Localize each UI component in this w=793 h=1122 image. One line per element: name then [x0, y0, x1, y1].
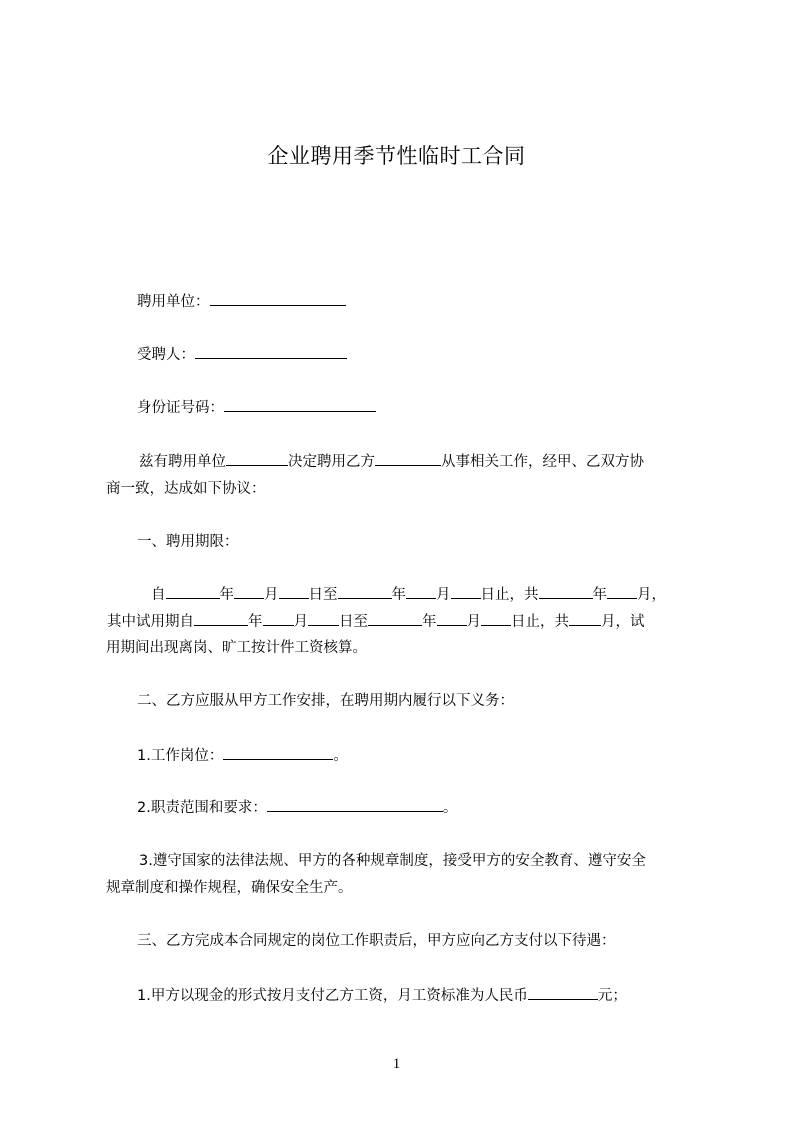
end-year-blank[interactable] — [338, 584, 392, 599]
job-position-label: 1.工作岗位： — [137, 748, 224, 764]
end-day-blank[interactable] — [451, 584, 481, 599]
intro-line-1 — [139, 451, 739, 472]
employer-blank[interactable] — [210, 291, 346, 306]
trial-start-year-blank[interactable] — [194, 611, 248, 626]
salary-text: 1.甲方以现金的形式按月支付乙方工资，月工资标准为人民币 — [137, 988, 528, 1004]
term-text: 年 — [219, 587, 234, 603]
intro-text-1: 兹有聘用单位 — [139, 454, 226, 470]
term-text: 日至 — [308, 587, 338, 603]
total-months-blank[interactable] — [607, 584, 637, 599]
end-month-blank[interactable] — [406, 584, 436, 599]
term-text: 月， — [637, 587, 666, 603]
start-year-blank[interactable] — [166, 584, 220, 599]
term-text: 其中试用期自 — [107, 614, 194, 630]
section-2-heading: 二、乙方应服从甲方工作安排，在聘用期内履行以下义务： — [137, 693, 514, 709]
id-number-field — [137, 397, 737, 418]
salary-unit: 元； — [597, 988, 627, 1004]
id-number-label: 身份证号码： — [137, 400, 224, 416]
employee-label: 受聘人： — [137, 347, 195, 363]
document-title: 企业聘用季节性临时工合同 — [267, 144, 526, 168]
start-month-blank[interactable] — [234, 584, 264, 599]
term-line-3: 用期间出现离岗、旷工按计件工资核算。 — [106, 640, 367, 656]
trial-end-month-blank[interactable] — [437, 611, 467, 626]
section-1-heading: 一、聘用期限： — [137, 534, 239, 550]
section-3-heading: 三、乙方完成本合同规定的岗位工作职责后，甲方应向乙方支付以下待遇： — [137, 933, 616, 949]
trial-months-blank[interactable] — [569, 611, 601, 626]
term-text: 月 — [264, 587, 279, 603]
duty-item-3-line-1: 3.遵守国家的法律法规、甲方的各种规章制度，接受甲方的安全教育、遵守安全 — [139, 853, 646, 869]
employer-field — [137, 291, 737, 312]
employee-blank[interactable] — [195, 344, 347, 359]
intro-line-2: 商一致，达成如下协议： — [106, 481, 266, 497]
responsibility-blank[interactable] — [267, 797, 443, 812]
term-text: 自 — [151, 587, 166, 603]
intro-employer-blank[interactable] — [226, 451, 288, 466]
punctuation: 。 — [442, 800, 458, 816]
total-years-blank[interactable] — [539, 584, 593, 599]
term-text: 月，试 — [601, 614, 645, 630]
term-text: 日止，共 — [480, 587, 539, 603]
duty-item-1 — [137, 745, 737, 766]
benefit-item-1 — [137, 985, 737, 1006]
intro-text-2: 决定聘用乙方 — [288, 454, 375, 470]
term-text: 年 — [422, 614, 437, 630]
intro-employee-blank[interactable] — [375, 451, 441, 466]
trial-end-year-blank[interactable] — [368, 611, 422, 626]
term-text: 月 — [436, 587, 451, 603]
job-position-blank[interactable] — [223, 745, 333, 760]
id-number-blank[interactable] — [224, 397, 376, 412]
employer-label: 聘用单位： — [137, 294, 210, 310]
punctuation: 。 — [333, 748, 348, 764]
duty-item-2 — [137, 797, 737, 818]
intro-text-3: 从事相关工作，经甲、乙双方协 — [441, 454, 644, 470]
term-text: 日至 — [339, 614, 368, 630]
term-text: 年 — [391, 587, 406, 603]
responsibility-label: 2.职责范围和要求： — [137, 800, 267, 816]
trial-end-day-blank[interactable] — [481, 611, 511, 626]
term-text: 月 — [293, 614, 308, 630]
employee-field — [137, 344, 737, 365]
term-line-1 — [151, 584, 751, 605]
term-text: 日止，共 — [511, 614, 569, 630]
term-text: 年 — [592, 587, 607, 603]
term-text: 月 — [466, 614, 481, 630]
page-number: 1 — [392, 1056, 401, 1072]
duty-item-3-line-2: 规章制度和操作规程，确保安全生产。 — [106, 880, 353, 896]
salary-amount-blank[interactable] — [528, 985, 598, 1000]
trial-start-month-blank[interactable] — [263, 611, 294, 626]
term-line-2 — [107, 611, 707, 632]
trial-start-day-blank[interactable] — [308, 611, 339, 626]
start-day-blank[interactable] — [279, 584, 309, 599]
term-text: 年 — [248, 614, 263, 630]
